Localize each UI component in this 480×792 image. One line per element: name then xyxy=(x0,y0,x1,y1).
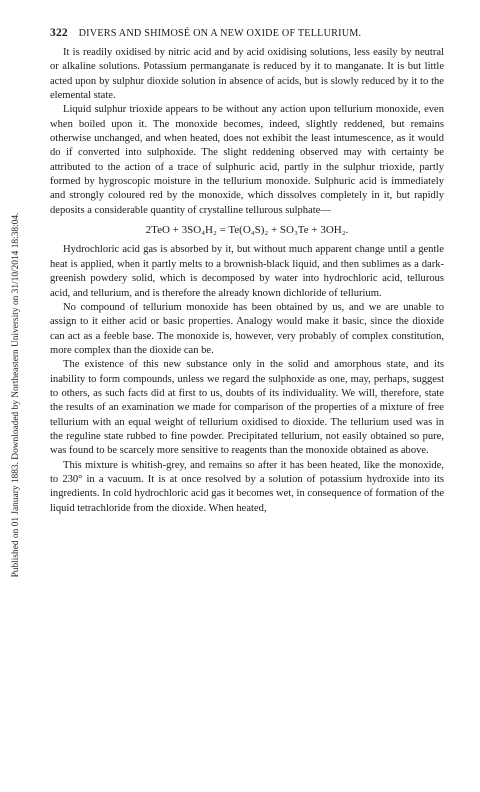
paragraph-4: No compound of tellurium monoxide has been obtained by us, and we are unable to assign to it either acid or basic properties. Analogy would make it basic, since the dioxide can act as a feeble base. The monoxide is, however, very probably of complex constitution, more complex than the dioxide can be. xyxy=(50,301,444,356)
paragraph-2: Liquid sulphur trioxide appears to be without any action upon tellurium monoxide, even when boiled upon it. The monoxide becomes, indeed, slightly reddened, but remains otherwise unchanged, and when heated, does not exhibit the least intumescence, as it would do if converted into sulphoxide. The slight reddening observed may with certainty be attributed to the action of a trace of sulphuric acid, partly in the sulphur trioxide, partly formed by hygroscopic moisture in the tellurium monoxide. Sulphuric acid is immediately and strongly coloured red by the monoxide, which dissolves completely in it, but rapidly deposits a considerable quantity of crystalline tellurous sulphate— xyxy=(50,104,444,216)
chemical-equation: 2TeO + 3SO₄H₂ = Te(O₄S)₂ + SO₃Te + 3OH₂. xyxy=(145,224,349,237)
paragraph-6: This mixture is whitish-grey, and remains so after it has been heated, like the monoxide, to 230° in a vacuum. It is at once resolved by a solution of potassium hydroxide into its ingredients. In cold hydrochloric acid gas it becomes wet, in consequence of formation of the liquid tetrachloride from the dioxide. When heated, xyxy=(50,459,444,514)
article-body xyxy=(50,46,444,516)
paragraph-5: The existence of this new substance only in the solid and amorphous state, and its inability to form compounds, unless we regard the sulphoxide as one, may, perhaps, suggest to others, as such facts did at first to us, doubts of its individuality. We will, therefore, state the results of an examination we made for comparison of the properties of a mixture of free tellurium with an equal weight of tellurium oxidised to dioxide. The tellurium used was in the reguline state rubbed to fine powder. Precipitated tellurium, not easily obtained so pure, was found to be scarcely more sensitive to reagents than the monoxide obtained as above. xyxy=(50,359,444,457)
paragraph-1: It is readily oxidised by nitric acid and by acid oxidising solutions, less easily by neutral or alkaline solutions. Potassium permanganate is reduced by it to manganate. It is but little acted upon by sulphur dioxide solution in absence of acids, but is slowly reduced by it to the elemental state. xyxy=(50,47,444,102)
paragraph-3: Hydrochloric acid gas is absorbed by it, but without much apparent change until a gentle heat is applied, when it partly melts to a brownish-black liquid, and then sublimes as a dark-greenish powdery solid, which is decomposed by water into hydrochloric acid, tellurous acid, and tellurium, and is therefore the already known dichloride of tellurium. xyxy=(50,244,444,299)
running-title: DIVERS AND SHIMOSÉ ON A NEW OXIDE OF TELLURIUM. xyxy=(78,28,362,39)
running-header xyxy=(50,27,442,39)
page-number: 322 xyxy=(50,27,68,39)
download-watermark: Published on 01 January 1883. Downloaded by Northeastern University on 31/10/2014 18:38:04. xyxy=(11,212,21,578)
